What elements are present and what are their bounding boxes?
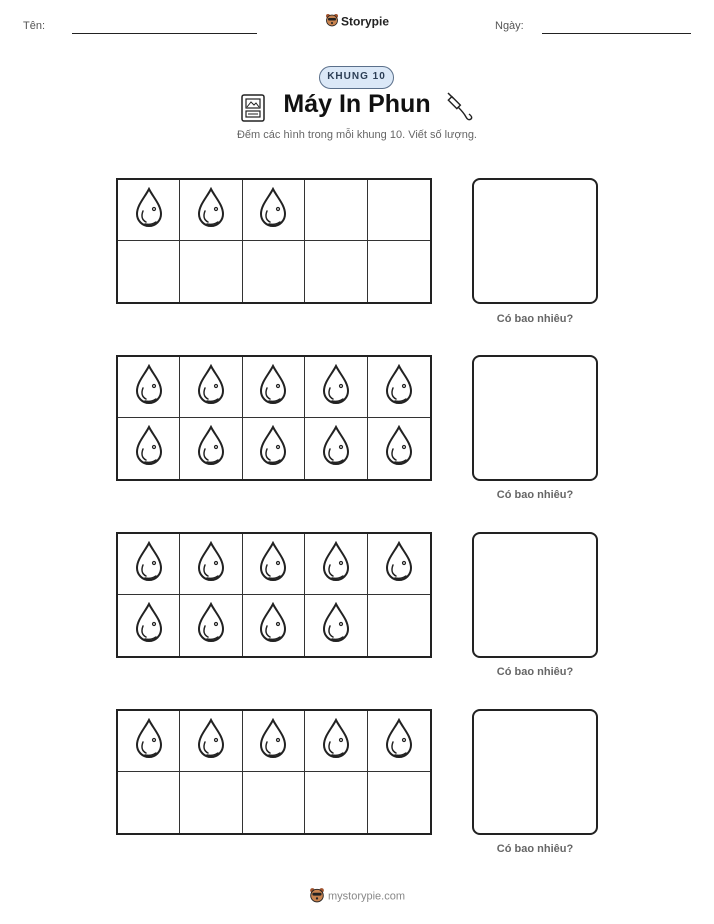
frame-cell (118, 241, 180, 302)
frame-cell (305, 357, 367, 418)
frame-cell (118, 772, 180, 833)
ink-syringe-icon (444, 91, 474, 128)
answer-box-3[interactable] (472, 532, 598, 658)
frame-cell (368, 772, 430, 833)
ink-drop-icon (320, 425, 352, 472)
frame-cell (118, 595, 180, 656)
frame-cell (180, 418, 242, 479)
ink-drop-icon (133, 541, 165, 588)
frame-cell (243, 711, 305, 772)
answer-box-2[interactable] (472, 355, 598, 481)
frame-cell (180, 241, 242, 302)
ink-drop-icon (320, 718, 352, 765)
frame-cell (118, 534, 180, 595)
section-badge: KHUNG 10 (319, 66, 394, 89)
ink-drop-icon (133, 364, 165, 411)
brand (0, 13, 714, 30)
count-prompt-4: Có bao nhiêu? (496, 843, 574, 855)
ten-frame-4 (116, 709, 432, 835)
frame-cell (180, 357, 242, 418)
ink-drop-icon (133, 718, 165, 765)
frame-cell (305, 534, 367, 595)
frame-cell (243, 418, 305, 479)
ten-frame-2 (116, 355, 432, 481)
answer-box-1[interactable] (472, 178, 598, 304)
frame-cell (180, 772, 242, 833)
ink-drop-icon (383, 541, 415, 588)
answer-box-4[interactable] (472, 709, 598, 835)
ink-drop-icon (257, 364, 289, 411)
frame-cell (305, 772, 367, 833)
brand-name: Storypie (340, 14, 389, 29)
frame-cell (243, 534, 305, 595)
frame-cell (368, 418, 430, 479)
ink-drop-icon (195, 187, 227, 234)
frame-cell (118, 357, 180, 418)
ink-drop-icon (195, 602, 227, 649)
ink-drop-icon (257, 541, 289, 588)
ink-drop-icon (257, 718, 289, 765)
page-title: Máy In Phun (283, 90, 431, 118)
ink-drop-icon (257, 602, 289, 649)
frame-cell (243, 180, 305, 241)
count-prompt-1: Có bao nhiêu? (496, 313, 574, 325)
ink-drop-icon (195, 541, 227, 588)
frame-cell (243, 357, 305, 418)
name-line[interactable] (72, 33, 257, 34)
frame-cell (118, 711, 180, 772)
frame-cell (243, 772, 305, 833)
frame-cell (305, 711, 367, 772)
frame-cell (118, 418, 180, 479)
ink-drop-icon (257, 425, 289, 472)
name-label: Tên: (23, 20, 46, 32)
frame-cell (118, 180, 180, 241)
date-line[interactable] (542, 33, 691, 34)
frame-cell (368, 180, 430, 241)
ink-drop-icon (133, 187, 165, 234)
ink-drop-icon (320, 541, 352, 588)
bear-logo-icon (309, 887, 325, 906)
frame-cell (368, 595, 430, 656)
date-label: Ngày: (495, 20, 524, 32)
ink-drop-icon (383, 718, 415, 765)
count-prompt-2: Có bao nhiêu? (496, 489, 574, 501)
ink-drop-icon (195, 425, 227, 472)
ink-drop-icon (257, 187, 289, 234)
ink-drop-icon (383, 364, 415, 411)
frame-cell (180, 595, 242, 656)
footer-url: mystorypie.com (327, 890, 406, 903)
ink-drop-icon (195, 718, 227, 765)
instructions: Đếm các hình trong mỗi khung 10. Viết số lượng. (236, 129, 477, 141)
count-prompt-3: Có bao nhiêu? (496, 666, 574, 678)
frame-cell (305, 418, 367, 479)
footer (0, 887, 714, 906)
ink-drop-icon (133, 425, 165, 472)
frame-cell (368, 357, 430, 418)
frame-cell (180, 534, 242, 595)
ink-drop-icon (320, 364, 352, 411)
frame-cell (305, 241, 367, 302)
frame-cell (243, 595, 305, 656)
frame-cell (368, 534, 430, 595)
ink-drop-icon (133, 602, 165, 649)
ink-drop-icon (320, 602, 352, 649)
bear-logo-icon (325, 13, 339, 30)
frame-cell (305, 595, 367, 656)
frame-cell (305, 180, 367, 241)
ten-frame-1 (116, 178, 432, 304)
ten-frame-3 (116, 532, 432, 658)
frame-cell (180, 711, 242, 772)
frame-cell (368, 711, 430, 772)
ink-drop-icon (195, 364, 227, 411)
frame-cell (243, 241, 305, 302)
frame-cell (180, 180, 242, 241)
ink-drop-icon (383, 425, 415, 472)
frame-cell (368, 241, 430, 302)
